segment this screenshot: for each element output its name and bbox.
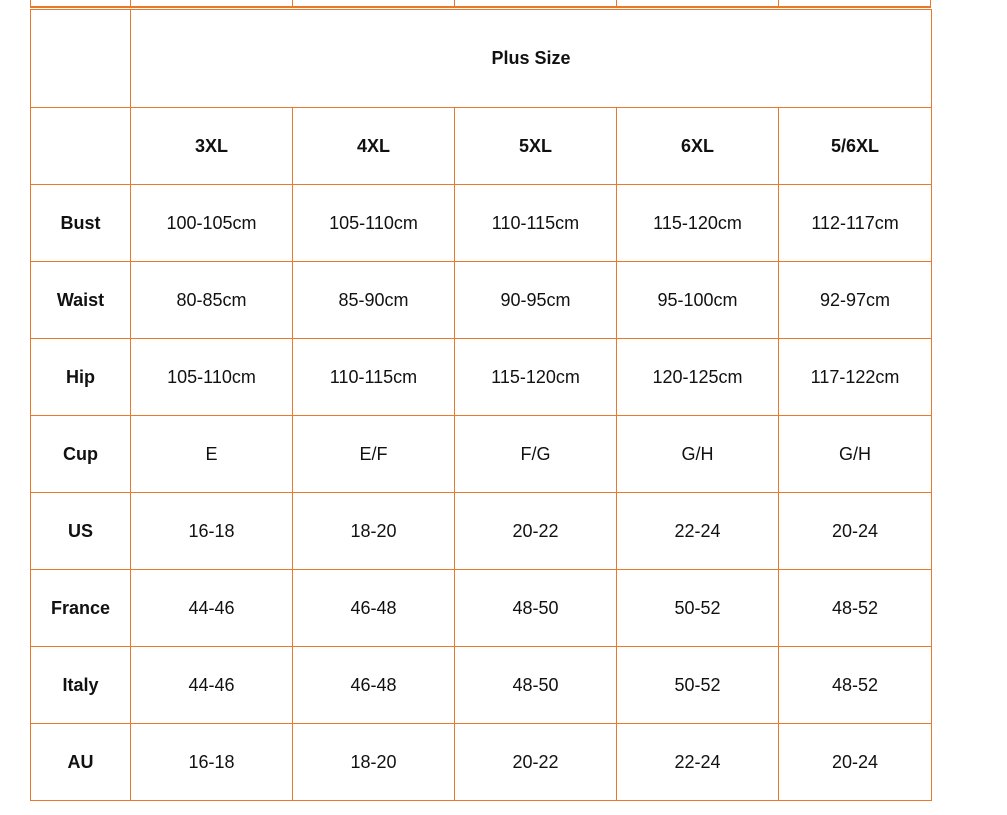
table-cell: 44-46 <box>131 570 293 647</box>
table-cell: 44-46 <box>131 647 293 724</box>
table-cell: 115-120cm <box>455 339 617 416</box>
table-cell: 105-110cm <box>293 185 455 262</box>
table-cell: 18-20 <box>293 724 455 801</box>
table-cell: 20-22 <box>455 724 617 801</box>
table-row <box>31 262 932 339</box>
table-cell: 95-100cm <box>617 262 779 339</box>
row-header: AU <box>31 724 131 801</box>
table-cell: 92-97cm <box>779 262 932 339</box>
table-row <box>31 570 932 647</box>
column-header: 6XL <box>617 108 779 185</box>
table-row <box>31 185 932 262</box>
table-cell: 48-52 <box>779 570 932 647</box>
row-header: Hip <box>31 339 131 416</box>
row-header: France <box>31 570 131 647</box>
table-cell: 20-22 <box>455 493 617 570</box>
column-header: 5/6XL <box>779 108 932 185</box>
table-row <box>31 647 932 724</box>
table-cell: 110-115cm <box>455 185 617 262</box>
table-row <box>31 339 932 416</box>
table-cell: 48-52 <box>779 647 932 724</box>
table-cell: 46-48 <box>293 647 455 724</box>
table-cell: 112-117cm <box>779 185 932 262</box>
table-cell: 50-52 <box>617 570 779 647</box>
row-header: US <box>31 493 131 570</box>
table-cell: 48-50 <box>455 570 617 647</box>
column-header: 3XL <box>131 108 293 185</box>
table-row <box>31 493 932 570</box>
table-cell: 105-110cm <box>131 339 293 416</box>
table-cell: 100-105cm <box>131 185 293 262</box>
size-header-row <box>31 108 932 185</box>
table-cell: 90-95cm <box>455 262 617 339</box>
row-header: Waist <box>31 262 131 339</box>
table-row <box>31 724 932 801</box>
table-cell: 18-20 <box>293 493 455 570</box>
table-cell: 85-90cm <box>293 262 455 339</box>
table-cell: 110-115cm <box>293 339 455 416</box>
table-cell: 80-85cm <box>131 262 293 339</box>
table-cell: E/F <box>293 416 455 493</box>
row-header: Cup <box>31 416 131 493</box>
table-cell: 16-18 <box>131 724 293 801</box>
table-cell: F/G <box>455 416 617 493</box>
table-cell: 46-48 <box>293 570 455 647</box>
row-header: Italy <box>31 647 131 724</box>
table-cell: 50-52 <box>617 647 779 724</box>
table-cell: 20-24 <box>779 724 932 801</box>
corner-cell <box>31 10 131 108</box>
table-cell: 20-24 <box>779 493 932 570</box>
row-header: Bust <box>31 185 131 262</box>
size-chart-table <box>30 9 932 801</box>
table-cell: G/H <box>617 416 779 493</box>
table-cell: E <box>131 416 293 493</box>
table-row <box>31 416 932 493</box>
table-cell: 117-122cm <box>779 339 932 416</box>
table-cell: 22-24 <box>617 493 779 570</box>
corner-cell <box>31 108 131 185</box>
table-cell: 22-24 <box>617 724 779 801</box>
column-header: 4XL <box>293 108 455 185</box>
table-cell: G/H <box>779 416 932 493</box>
title-row <box>31 10 932 108</box>
table-cell: 115-120cm <box>617 185 779 262</box>
table-cell: 48-50 <box>455 647 617 724</box>
table-title: Plus Size <box>131 10 932 108</box>
previous-table-edge <box>30 0 931 8</box>
table-cell: 120-125cm <box>617 339 779 416</box>
column-header: 5XL <box>455 108 617 185</box>
table-cell: 16-18 <box>131 493 293 570</box>
